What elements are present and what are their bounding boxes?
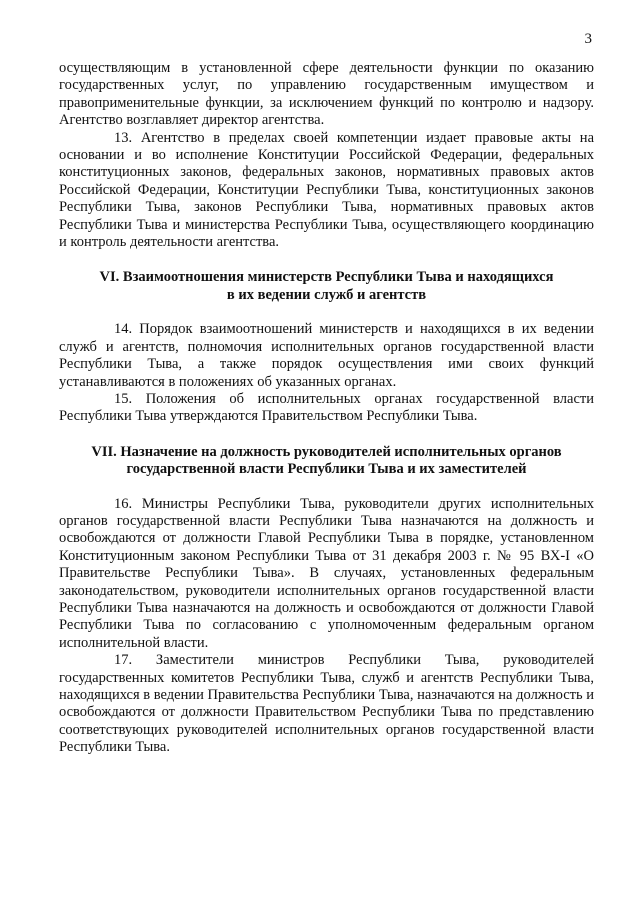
section-7-heading-line-2: государственной власти Республики Тыва и их заместителей [126, 461, 527, 478]
page-number: 3 [584, 31, 592, 47]
document-body [59, 60, 594, 757]
paragraph-14: 14. Порядок взаимоотношений министерств и находящихся в их ведении служб и агентств, полномочия исполнительных органов государственной власти Республики Тыва, а также порядок осуществления ими своих функций устанавливаются в положениях об указанных органах. [59, 321, 594, 390]
section-6-heading-line-1: VI. Взаимоотношения министерств Республики Тыва и находящихся [99, 269, 554, 286]
section-6-heading-line-2: в их ведении служб и агентств [226, 286, 427, 303]
paragraph-13: 13. Агентство в пределах своей компетенции издает правовые акты на основании и во исполнение Конституции Российской Федерации, федеральных конституционных законов, федеральных законов, нормативных правовых актов Российской Федерации, Конституции Республики Тыва, конституционных законов Республики Тыва, законов Республики Тыва, нормативных правовых актов Республики Тыва и министерства Республики Тыва, осуществляющего координацию и контроль деятельности агентства. [59, 129, 594, 251]
spacer [59, 304, 594, 321]
spacer [59, 479, 594, 496]
paragraph-12-continuation: осуществляющим в установленной сфере деятельности функции по оказанию государственных услуг, по управлению государственным имуществом и правоприменительные функции, за исключением функций по контролю и надзору. Агентство возглавляет директор агентства. [59, 60, 594, 129]
paragraph-17: 17. Заместители министров Республики Тыва, руководителей государственных комитетов Республики Тыва, служб и агентств Республики Тыва, находящихся в ведении Правительства Республики Тыва, назначаются на должность и освобождаются от должности Правительством Республики Тыва по представлению соответствующих руководителей исполнительных органов государственной власти Республики Тыва. [59, 652, 594, 756]
spacer [59, 426, 594, 444]
paragraph-16: 16. Министры Республики Тыва, руководители других исполнительных органов государственной власти Республики Тыва назначаются на должность и освобождаются от должности Главой Республики Тыва в порядке, установленном Конституционным законом Республики Тыва от 31 декабря 2003 г. № 95 ВХ-I «О Правительстве Республики Тыва». В случаях, установленных федеральным законодательством, руководители исполнительных органов государственной власти Республики Тыва назначаются на должность и освобождаются от должности Главой Республики Тыва по согласованию с уполномоченным федеральным органом исполнительной власти. [59, 495, 594, 651]
section-6-heading [59, 269, 594, 304]
spacer [59, 251, 594, 269]
paragraph-15: 15. Положения об исполнительных органах государственной власти Республики Тыва утверждаются Правительством Республики Тыва. [59, 390, 594, 425]
section-7-heading-line-1: VII. Назначение на должность руководителей исполнительных органов [91, 443, 562, 460]
section-7-heading [59, 444, 594, 479]
